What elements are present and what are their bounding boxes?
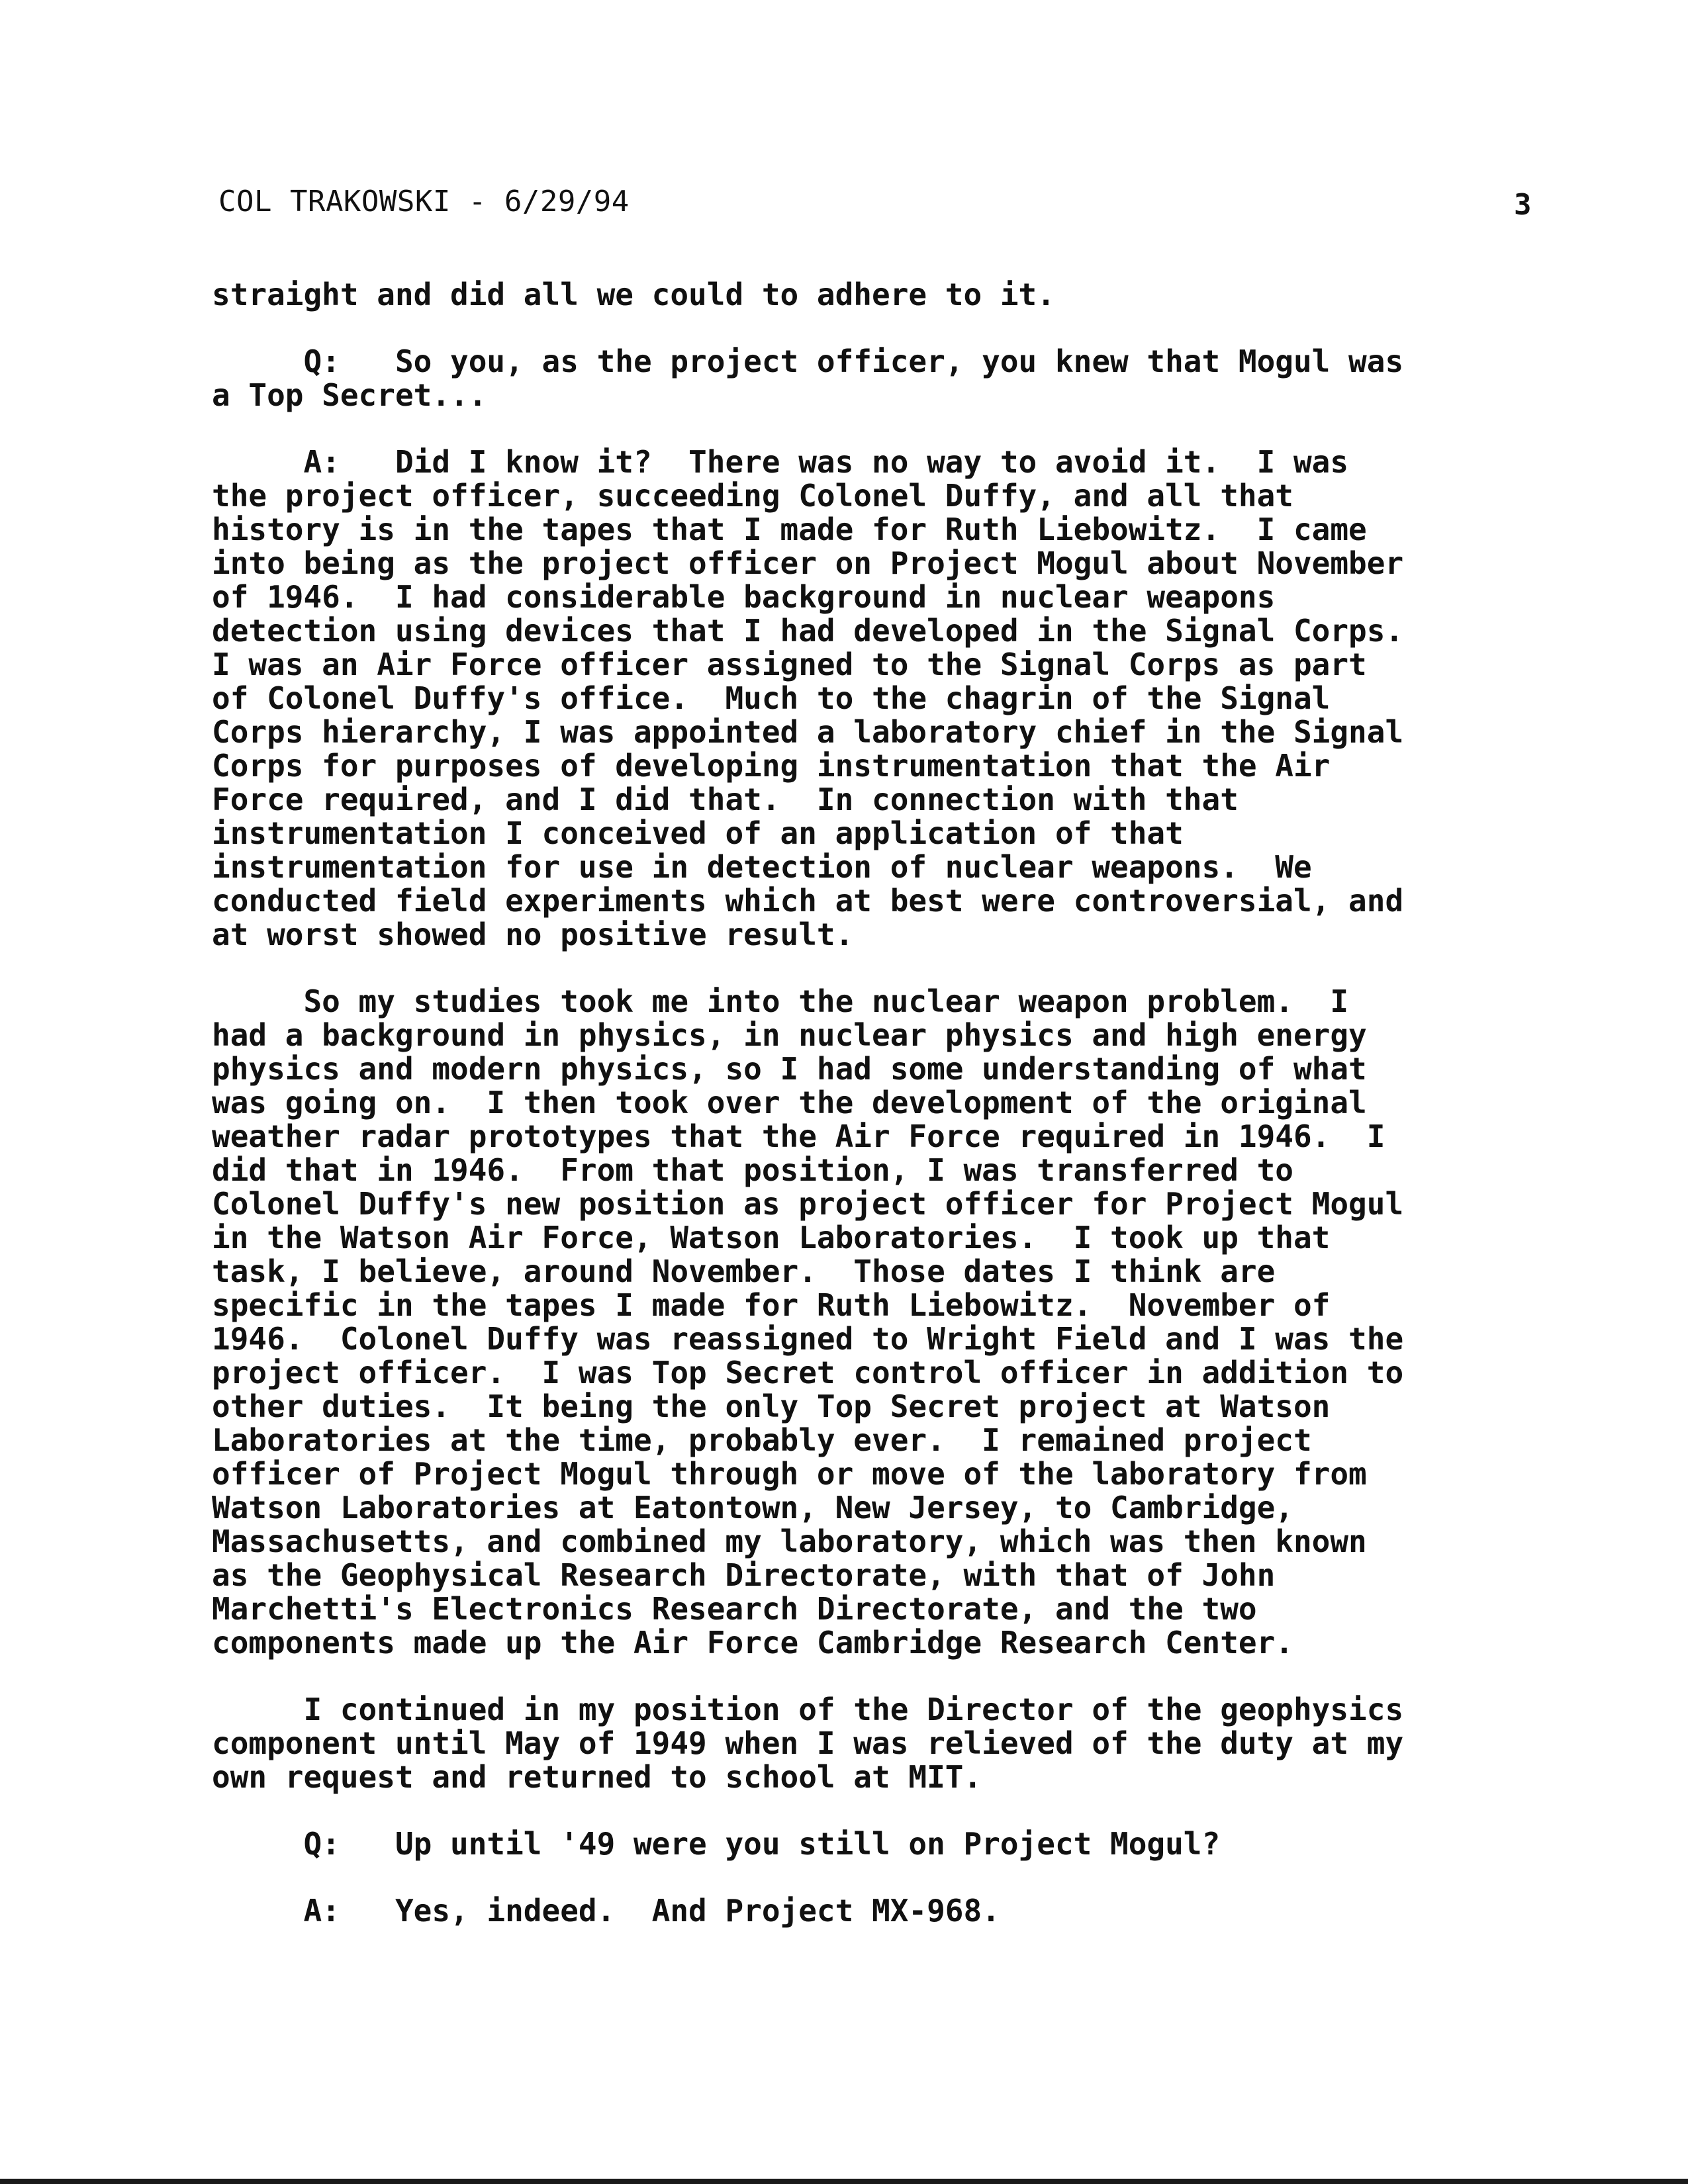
- text-line: was going on. I then took over the development of the original: [212, 1085, 1367, 1120]
- text-line: of Colonel Duffy's office. Much to the chagrin of the Signal: [212, 680, 1331, 716]
- text-line: Massachusetts, and combined my laboratory, which was then known: [212, 1524, 1367, 1559]
- question-paragraph: [212, 345, 1549, 412]
- narrative-paragraph: [212, 985, 1549, 1660]
- text-line: Colonel Duffy's new position as project officer for Project Mogul: [212, 1186, 1404, 1222]
- text-line: into being as the project officer on Project Mogul about November: [212, 545, 1404, 581]
- text-line: Watson Laboratories at Eatontown, New Jersey, to Cambridge,: [212, 1490, 1293, 1525]
- text-line: as the Geophysical Research Directorate, with that of John: [212, 1557, 1276, 1593]
- text-line: officer of Project Mogul through or move of the laboratory from: [212, 1456, 1367, 1492]
- text-line: the project officer, succeeding Colonel Duffy, and all that: [212, 478, 1293, 514]
- text-line: Q: Up until '49 were you still on Project Mogul?: [212, 1826, 1221, 1862]
- transcript-body: [212, 278, 1549, 1928]
- text-line: conducted field experiments which at best were controversial, and: [212, 883, 1404, 919]
- text-line: Laboratories at the time, probably ever. I remained project: [212, 1422, 1312, 1458]
- text-line: Corps for purposes of developing instrumentation that the Air: [212, 748, 1331, 784]
- text-line: detection using devices that I had developed in the Signal Corps.: [212, 613, 1404, 649]
- text-line: Q: So you, as the project officer, you knew that Mogul was: [212, 343, 1404, 379]
- text-line: did that in 1946. From that position, I was transferred to: [212, 1152, 1293, 1188]
- text-line: A: Did I know it? There was no way to avoid it. I was: [212, 444, 1349, 480]
- text-line: a Top Secret...: [212, 377, 487, 413]
- text-line: of 1946. I had considerable background in nuclear weapons: [212, 579, 1276, 615]
- answer-paragraph: [212, 1894, 1549, 1928]
- paragraph-continuation: [212, 278, 1549, 312]
- text-line: I was an Air Force officer assigned to the Signal Corps as part: [212, 647, 1367, 682]
- narrative-paragraph: [212, 1693, 1549, 1794]
- text-line: project officer. I was Top Secret control officer in addition to: [212, 1355, 1404, 1390]
- text-line: components made up the Air Force Cambridge Research Center.: [212, 1625, 1293, 1661]
- text-line: So my studies took me into the nuclear weapon problem. I: [212, 983, 1349, 1019]
- text-line: had a background in physics, in nuclear physics and high energy: [212, 1017, 1367, 1053]
- text-line: Marchetti's Electronics Research Directorate, and the two: [212, 1591, 1257, 1627]
- text-line: physics and modern physics, so I had some understanding of what: [212, 1051, 1367, 1087]
- text-line: in the Watson Air Force, Watson Laboratories. I took up that: [212, 1220, 1331, 1255]
- question-paragraph: [212, 1827, 1549, 1861]
- text-line: Force required, and I did that. In connection with that: [212, 782, 1239, 817]
- text-line: instrumentation I conceived of an application of that: [212, 815, 1184, 851]
- text-line: history is in the tapes that I made for Ruth Liebowitz. I came: [212, 512, 1367, 547]
- text-line: own request and returned to school at MIT.: [212, 1759, 982, 1795]
- document-header-title: COL TRAKOWSKI - 6/29/94: [218, 185, 630, 218]
- text-line: straight and did all we could to adhere to it.: [212, 277, 1055, 312]
- text-line: Corps hierarchy, I was appointed a laboratory chief in the Signal: [212, 714, 1404, 750]
- text-line: instrumentation for use in detection of nuclear weapons. We: [212, 849, 1312, 885]
- answer-paragraph: [212, 445, 1549, 952]
- text-line: 1946. Colonel Duffy was reassigned to Wright Field and I was the: [212, 1321, 1404, 1357]
- text-line: weather radar prototypes that the Air Force required in 1946. I: [212, 1118, 1385, 1154]
- text-line: task, I believe, around November. Those dates I think are: [212, 1253, 1276, 1289]
- page-number: 3: [1514, 188, 1532, 222]
- text-line: at worst showed no positive result.: [212, 917, 854, 952]
- text-line: other duties. It being the only Top Secret project at Watson: [212, 1388, 1331, 1424]
- scan-edge-rule: [0, 2179, 1688, 2184]
- text-line: A: Yes, indeed. And Project MX-968.: [212, 1893, 1000, 1929]
- text-line: specific in the tapes I made for Ruth Liebowitz. November of: [212, 1287, 1331, 1323]
- text-line: component until May of 1949 when I was relieved of the duty at my: [212, 1725, 1404, 1761]
- text-line: I continued in my position of the Director of the geophysics: [212, 1692, 1404, 1727]
